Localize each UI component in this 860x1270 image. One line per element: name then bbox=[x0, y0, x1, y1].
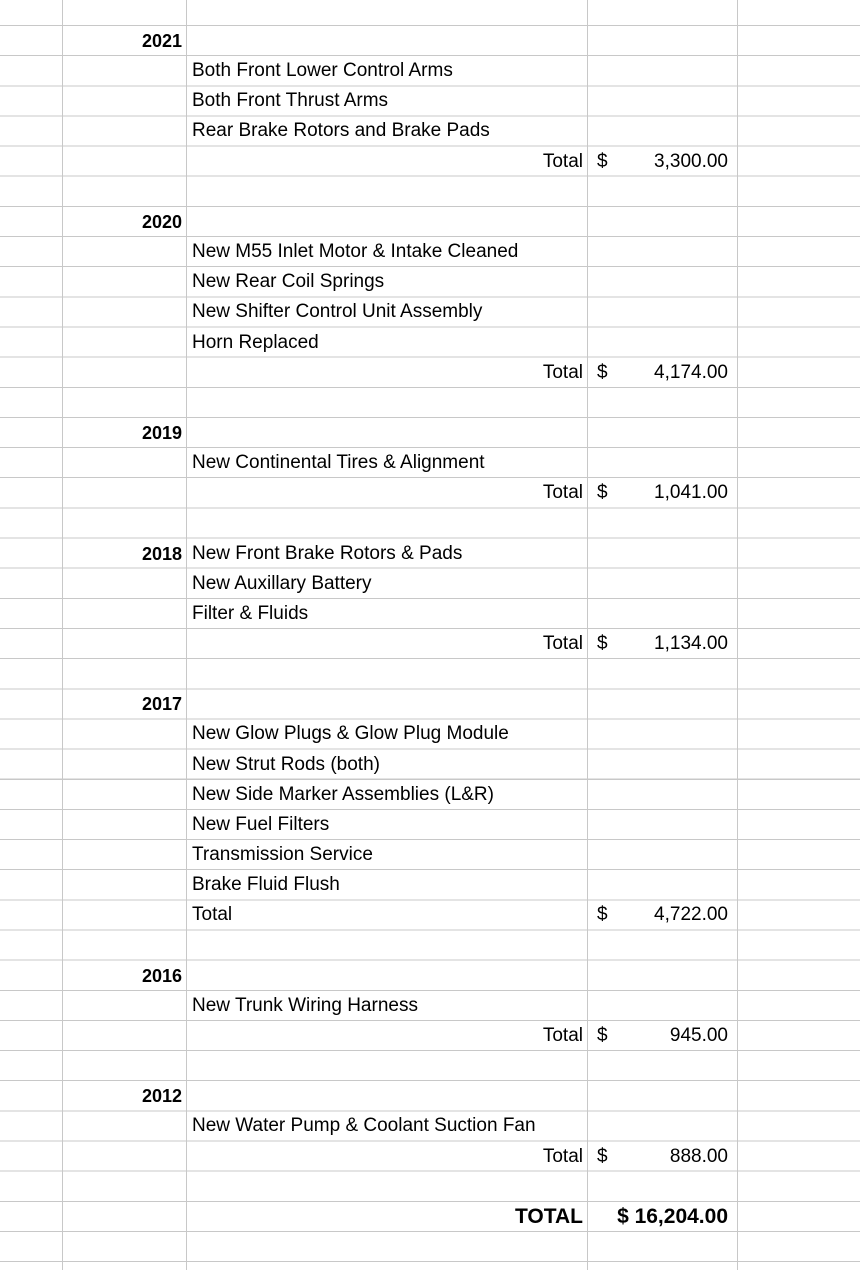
table-row bbox=[0, 810, 860, 840]
service-item: New Trunk Wiring Harness bbox=[192, 994, 418, 1016]
total-amount: 1,134.00 bbox=[654, 633, 728, 654]
total-row bbox=[0, 358, 860, 388]
year-label: 2018 bbox=[141, 543, 182, 564]
year-row bbox=[0, 418, 860, 448]
table-row bbox=[0, 1051, 860, 1081]
service-item: Filter & Fluids bbox=[192, 602, 309, 624]
total-label: Total bbox=[542, 361, 583, 383]
table-row bbox=[0, 448, 860, 478]
table-row bbox=[0, 86, 860, 116]
table-row bbox=[0, 177, 860, 207]
total-amount: 888.00 bbox=[669, 1145, 728, 1167]
service-item: New Side Marker Assemblies (L&R) bbox=[192, 783, 494, 805]
year-row bbox=[0, 1081, 860, 1111]
table-row bbox=[0, 599, 860, 629]
year-row bbox=[0, 961, 860, 991]
year-row bbox=[0, 539, 860, 569]
grand-total-row bbox=[0, 1202, 860, 1232]
service-item: New Strut Rods (both) bbox=[192, 753, 380, 775]
total-label: Total bbox=[542, 482, 583, 504]
currency-symbol: $ bbox=[597, 904, 608, 926]
total-amount: 4,722.00 bbox=[654, 904, 728, 926]
total-amount: 3,300.00 bbox=[654, 150, 728, 172]
year-label: 2021 bbox=[141, 31, 182, 51]
service-item: New Fuel Filters bbox=[192, 813, 330, 835]
total-amount: 4,174.00 bbox=[654, 361, 728, 383]
table-row bbox=[0, 750, 860, 780]
currency-symbol: $ bbox=[597, 1024, 608, 1046]
total-label: Total bbox=[542, 1024, 583, 1046]
year-label: 2019 bbox=[141, 422, 182, 443]
service-item: New Water Pump & Coolant Suction Fan bbox=[192, 1115, 536, 1137]
table-row bbox=[0, 267, 860, 297]
table-row bbox=[0, 328, 860, 358]
grand-total-amount: $ 16,204.00 bbox=[617, 1204, 728, 1228]
service-item: New Front Brake Rotors & Pads bbox=[192, 542, 463, 564]
year-label: 2016 bbox=[141, 965, 182, 986]
service-item: New Auxillary Battery bbox=[192, 572, 372, 594]
table-row bbox=[0, 1172, 860, 1202]
table-row bbox=[0, 931, 860, 961]
currency-symbol: $ bbox=[597, 633, 608, 654]
total-amount: 1,041.00 bbox=[654, 482, 728, 504]
total-label: Total bbox=[542, 150, 583, 172]
table-row bbox=[0, 237, 860, 267]
year-row bbox=[0, 26, 860, 56]
total-row bbox=[0, 147, 860, 177]
total-label: Total bbox=[542, 1145, 583, 1167]
service-item: New Continental Tires & Alignment bbox=[192, 452, 485, 474]
service-item: Both Front Thrust Arms bbox=[192, 90, 389, 112]
service-item: Transmission Service bbox=[192, 844, 373, 866]
total-label: Total bbox=[192, 904, 233, 926]
table-row bbox=[0, 388, 860, 418]
service-item: New Shifter Control Unit Assembly bbox=[192, 301, 483, 323]
table-row bbox=[0, 719, 860, 749]
currency-symbol: $ bbox=[597, 150, 608, 172]
table-row bbox=[0, 569, 860, 599]
total-row bbox=[0, 629, 860, 659]
currency-symbol: $ bbox=[597, 1145, 608, 1167]
total-amount: 945.00 bbox=[669, 1024, 728, 1046]
total-row bbox=[0, 1142, 860, 1172]
grand-total-label: TOTAL bbox=[514, 1204, 583, 1228]
service-item: Horn Replaced bbox=[192, 331, 319, 353]
year-row bbox=[0, 689, 860, 719]
total-label: Total bbox=[542, 633, 583, 654]
table-row bbox=[0, 297, 860, 327]
table-row bbox=[0, 116, 860, 146]
table-row bbox=[0, 1111, 860, 1141]
currency-symbol: $ bbox=[597, 482, 608, 504]
year-label: 2017 bbox=[141, 694, 182, 715]
total-row bbox=[0, 900, 860, 930]
table-row bbox=[0, 840, 860, 870]
service-item: New M55 Inlet Motor & Intake Cleaned bbox=[192, 241, 519, 263]
year-label: 2020 bbox=[141, 211, 182, 232]
service-item: Brake Fluid Flush bbox=[192, 874, 340, 896]
service-item: New Rear Coil Springs bbox=[192, 271, 385, 293]
table-row bbox=[0, 991, 860, 1021]
year-label: 2012 bbox=[141, 1086, 182, 1107]
service-item: Both Front Lower Control Arms bbox=[192, 60, 453, 82]
table-row bbox=[0, 508, 860, 538]
table-row bbox=[0, 659, 860, 689]
year-row bbox=[0, 207, 860, 237]
service-item: New Glow Plugs & Glow Plug Module bbox=[192, 723, 509, 745]
table-row bbox=[0, 56, 860, 86]
currency-symbol: $ bbox=[597, 361, 608, 383]
total-row bbox=[0, 478, 860, 508]
table-row bbox=[0, 780, 860, 810]
service-item: Rear Brake Rotors and Brake Pads bbox=[192, 120, 490, 142]
table-row bbox=[0, 870, 860, 900]
total-row bbox=[0, 1021, 860, 1051]
